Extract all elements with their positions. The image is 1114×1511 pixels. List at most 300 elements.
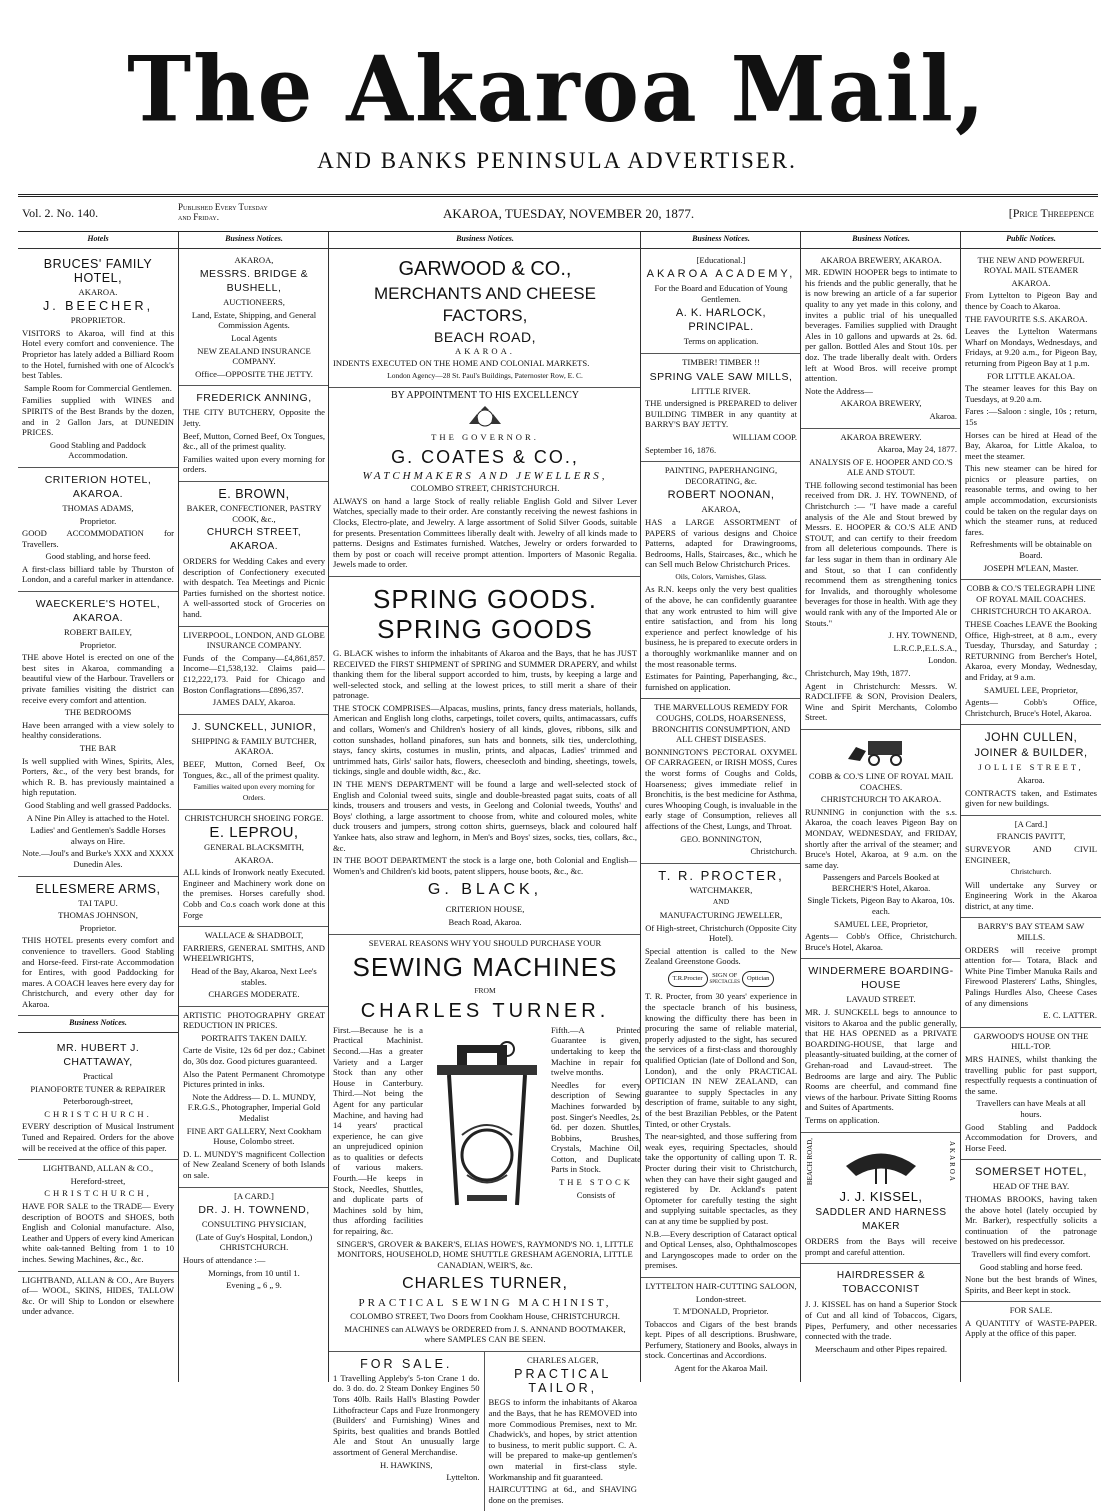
ad-hawkins-for-sale	[329, 1352, 485, 1511]
ad-title: TIMBER! TIMBER !!	[682, 356, 760, 367]
ad-role: Proprietor.	[79, 515, 117, 526]
ad-frederick-anning	[179, 386, 329, 482]
ad-text: Head of the Bay, Akaroa, Next Lee's stables.	[191, 965, 317, 987]
masthead	[0, 36, 1114, 174]
section-header: Business Notices.	[329, 232, 641, 249]
ad-title: G. COATES & CO.,	[391, 446, 579, 467]
ad-text: L.R.C.P.,E.L.S.A.,	[893, 642, 957, 653]
ad-owner: J. HY. TOWNEND,	[888, 630, 957, 641]
ad-lyttelton-saloon	[641, 1278, 801, 1380]
ad-text: THE above Hotel is erected on one of the best sites in Akaroa, commanding a beautiful view of the Harbour. Travellers or private families visiting the district can receive every comfort and attention.	[22, 652, 174, 705]
kissel-header	[805, 1136, 957, 1189]
ad-text: ORDERS from the Bays will receive prompt and careful attention.	[805, 1236, 957, 1257]
ad-title: SOMERSET HOTEL,	[975, 1166, 1087, 1179]
ad-text: The steamer leaves for this Bay on Tuesdays, at 9.20 a.m.	[965, 383, 1097, 404]
ad-owner: SPRING VALE SAW MILLS,	[649, 370, 793, 383]
ad-text: Good Stabling and Paddock Accommodation for Drovers, and Horse Feed.	[965, 1121, 1097, 1153]
ad-text: Good Stabling and well grassed Paddocks.	[24, 799, 172, 810]
ad-title: GARWOOD & CO.,	[398, 257, 572, 280]
ad-title: AKAROA BREWERY, AKAROA.	[820, 254, 942, 265]
ad-text: THE STOCK COMPRISES—Alpacas, muslins, prints, fancy dress materials, hollands, American and English long cloths, carpetings, toilet covers, quilts, antimacassars, cuffs and collars, Women's and Children's hosiery of all kinds, gloves, ribbons, silk and cotton sunshades, holland pinafores, sun hats and bonnets, silk ties, underclothing, stays, fancy skirts, costumes in muslin, prints, and alpacas, Ladies' trimmed and untrimmed hats, Girls' sailor hats, flowers, cheesecloth and binding, sheetings, towels, tickings, single and double width, &c., &c.	[333, 702, 637, 777]
ad-text: Agent in Christchurch: Messrs. W. RADCLIFFE & SON, Provision Dealers, Wine and Spirit Merchants, Colombo Street.	[805, 680, 957, 723]
ad-owner: J. J. KISSEL,	[839, 1189, 923, 1205]
ad-chattaway	[18, 1036, 178, 1160]
ad-text: Meerschaum and other Pipes repaired.	[815, 1343, 947, 1354]
ad-brewery-analysis	[801, 429, 961, 730]
ad-text: Families supplied with WINES and SPIRITS of the Best Brands by the dozen, and in 2 Gallon Jars, at DUNEDIN PRICES.	[22, 395, 174, 438]
ad-waste-paper	[961, 1302, 1101, 1345]
sewing-right-column	[551, 1025, 641, 1239]
ad-text: MR. EDWIN HOOPER begs to intimate to his friends and the public generally, that he is now brewing an article of a far superior quality to any yet made in this colony, and invites a public trial of his unequalled beverages. Families supplied with Draught Ales in 10 gallons and upwards at 2s. 6d. per gallon. Bottled Ales and Stout 10s. per doz. The trade liberally dealt with. Orders left at Wood Bros. will receive prompt attention.	[805, 267, 957, 384]
ad-spring-vale-saw-mills	[641, 354, 801, 462]
ad-text: Note the Address—	[805, 385, 873, 396]
ad-role: Practical	[82, 1071, 114, 1082]
issue-date: AKAROA, TUESDAY, NOVEMBER 20, 1877.	[443, 206, 695, 221]
sign-text: T.R.Procter	[668, 971, 708, 988]
ad-procter-watchmaker	[641, 864, 801, 1278]
ad-waeckerles-hotel	[18, 592, 178, 876]
ad-text: A Nine Pin Alley is attached to the Hotel.	[26, 812, 170, 823]
ad-title: AKAROA ACADEMY,	[646, 268, 796, 281]
columns	[18, 232, 1100, 1505]
ad-text: Travellers can have Meals at all hours.	[976, 1098, 1086, 1119]
ad-text: THOMAS BROOKS, having taken the above hotel (lately occupied by Mr. Barker), respectfully solicits a continuation of the patronage bestowed on his predecessor.	[965, 1193, 1097, 1247]
sign-text: SIGN OF	[712, 972, 738, 980]
ad-text: LIGHTBAND, ALLAN & CO., Are Buyers of— WOOL, SKINS, HIDES, TALLOW &c. Or will Ship to London or elsewhere under advance.	[22, 1274, 174, 1317]
ad-role: BAKER, CONFECTIONER, PASTRY COOK, &c.,	[186, 502, 322, 524]
ad-address: Of High-street, Christchurch (Opposite City Hotel).	[645, 922, 797, 944]
ad-text: Will undertake any Survey or Engineering Work in the Akaroa district, at any time.	[965, 879, 1097, 911]
ad-owner: H. HAWKINS,	[379, 1459, 433, 1470]
ad-role: JOINER & BUILDER,	[974, 747, 1088, 760]
ad-text: Carte de Visite, 12s 6d per doz.; Cabinet do, 30s doz. Good pictures guaranteed.	[183, 1045, 325, 1067]
ad-text: HAS a LARGE ASSORTMENT of PAPERS of various designs and Choice Patterns, adapted for Drawingrooms, Bedrooms, Halls, Staircases, &c., which he can Sell much Below Christchurch Prices.	[645, 516, 797, 570]
ad-text: SINGER'S, GROVER & BAKER'S, ELIAS HOWE'S, RAYMOND'S NO. 1, LITTLE MONITORS, HOUSEHOLD, HOME SHUTTLE GRESHAM AGENORIA, LITTLE CANADIAN, WEIR'S, &c.	[336, 1238, 634, 1270]
ad-text: HAIRCUTTING at 6d., and SHAVING done on the premises.	[488, 1484, 637, 1505]
ad-text: PORTRAITS TAKEN DAILY.	[201, 1032, 307, 1043]
ad-title: JOHN CULLEN,	[984, 730, 1078, 745]
ad-text: For the Board and Education of Young Gentlemen.	[654, 283, 788, 304]
ad-role: WATCHMAKERS AND JEWELLERS,	[362, 469, 608, 482]
ad-date: September 16, 1876.	[645, 444, 717, 455]
ad-text: Needles for every description of Sewing Machines forwarded by post. Singer's Needles, 2s. 6d. per dozen. Shuttles, Bobbins, Brushes, Crystals, Machine Oil, Cotton, and Duplicate Parts in Stock.	[551, 1079, 641, 1175]
ad-barrys-bay-mills	[961, 918, 1101, 1027]
ad-text: GOOD ACCOMMODATION for Travellers.	[22, 528, 174, 549]
ad-text: MRS HAINES, whilst thanking the travelling public for past support, respectfully requests a continuation of the same.	[965, 1054, 1097, 1096]
ad-owner: T. M'DONALD, Proprietor.	[673, 1306, 769, 1317]
ad-owner: JOSEPH M'LEAN, Master.	[983, 562, 1079, 573]
ad-title: THE NEW AND POWERFUL ROYAL MAIL STEAMER	[977, 254, 1085, 276]
ad-title: LIVERPOOL, LONDON, AND GLOBE INSURANCE COMPANY.	[183, 629, 325, 651]
ad-title: CRITERION HOTEL, AKAROA.	[44, 473, 152, 500]
ad-address: Christchurch.	[1010, 867, 1052, 877]
ad-owner: THOMAS ADAMS,	[62, 502, 134, 513]
ad-dr-townend	[179, 1188, 329, 1297]
ad-robert-noonan	[641, 462, 801, 699]
section-header: Public Notices.	[961, 232, 1101, 249]
section-header: Business Notices.	[641, 232, 801, 249]
ad-place: Akaroa.	[1017, 774, 1045, 785]
ad-role: PRACTICAL SEWING MACHINIST,	[358, 1297, 612, 1310]
ad-title: T. R. PROCTER,	[658, 867, 784, 883]
ad-text: CONTRACTS taken, and Estimates given for new buildings.	[965, 787, 1097, 809]
ad-text: THE BAR	[79, 743, 117, 753]
ad-title: MR. HUBERT J. CHATTAWAY,	[56, 1042, 140, 1069]
ad-text: BEGS to inform the inhabitants of Akaroa and the Bays, that he has REMOVED into more Commodious Premises, next to Mr. Chadwick's, and hopes, by strict attention to business, to merit public support. C. A. will be prepared to make-up gentlemen's own material in first-class style. Workmanship and fit guaranteed.	[488, 1397, 637, 1482]
section-header: Hotels	[18, 232, 178, 249]
ad-address: CHURCH STREET, AKAROA.	[206, 527, 302, 553]
ad-text: Note.—Joul's and Burke's XXX and XXXX Dunedin Ales.	[22, 848, 174, 869]
ad-text: CHRISTCHURCH TO AKAROA.	[970, 606, 1092, 617]
ad-francis-pavitt	[961, 816, 1101, 919]
ad-role: WATCHMAKER,	[689, 884, 753, 895]
ad-title: FREDERICK ANNING,	[196, 392, 312, 405]
column-6	[960, 232, 1101, 1382]
ad-text: Ladies' and Gentlemen's Saddle Horses always on Hire.	[30, 825, 166, 846]
volume-number: Vol. 2. No. 140.	[22, 206, 99, 220]
ad-lightband-wool	[18, 1272, 178, 1323]
ad-text: AKAROA BREWERY,	[840, 398, 922, 409]
ad-text: THE CITY BUTCHERY, Opposite the Jetty.	[183, 407, 325, 428]
ad-coates-jewellers	[329, 388, 641, 577]
ad-text: THE undersigned is PREPARED to deliver BUILDING TIMBER in any quantity at BARRY'S BAY JETTY.	[645, 398, 797, 430]
ad-text: As R.N. keeps only the very best qualities of the above, he can confidently guarantee that any work entrusted to him will give entire satisfaction, and from his long experience and perfect knowledge of his business, he is prepared to execute orders in a thoroughly workmanlike manner and on the most reasonable terms.	[645, 584, 797, 669]
ad-title: E. BROWN,	[218, 486, 290, 501]
ad-owner: E. LEPROU,	[209, 823, 299, 841]
ad-place: TAI TAPU.	[78, 897, 118, 908]
ad-bonnington-remedy	[641, 699, 801, 863]
sign-text: Optician	[742, 971, 774, 988]
ad-place: CHRISTCHURCH.	[44, 1108, 152, 1119]
ad-text: Horses can be hired at Head of the Bay, Akaroa, for Little Akaloa, to meet the steamer.	[965, 429, 1097, 461]
ad-owner: SAMUEL LEE, Proprietor,	[834, 918, 928, 929]
ad-text: Agents— Cobb's Office, Christchurch. Bruce's Hotel, Akaroa.	[805, 931, 957, 952]
ad-address: London-street.	[695, 1293, 747, 1304]
ad-owner: CHARLES TURNER,	[402, 1275, 568, 1293]
ad-text: THIS HOTEL presents every comfort and convenience to travellers. Good Stabling and Horse-feed. First-rate Accommodation for Entires, with good Paddocking for mares. A COACH leaves here every day for Christchurch, and every other day for Akaroa.	[22, 935, 174, 1009]
ad-label: [Educational.]	[696, 254, 746, 265]
ad-text: BEACH ROAD,	[806, 1138, 814, 1186]
appointment-line	[333, 391, 637, 402]
ad-owner: GEO. BONNINGTON,	[680, 833, 762, 844]
ad-text: CHARGES MODERATE.	[208, 989, 300, 1000]
ad-text: THE following second testimonial has been received from DR. J. HY. TOWNEND, of Christchurch :— "I have made a careful analysis of the Ale and Stout brewed by Messrs. E. HOOPER & CO.'S ALE AND STOUT, and can certify to their freedom from all deleterious compounds. There is far less sugar in them than in ordinary Ale and Stout, so that I can confidently recommend them as strengthening tonics for Invalids, and thoroughly wholesome beverages for those in health. With age they would rank with any of the Imported Ale or Stouts."	[805, 479, 957, 628]
ad-title: DR. J. H. TOWNEND,	[198, 1204, 310, 1217]
ad-text: THESE Coaches LEAVE the Booking Office, High-street, at 8 a.m., every Tuesday, Thursday, and Saturday ; RETURNING from Bercher's Hotel, Akaroa, every Monday, Wednesday, and Friday, at 9 a.m.	[965, 619, 1097, 682]
ad-text: Families waited upon every morning for orders.	[183, 453, 325, 475]
ad-role: Proprietor.	[79, 639, 117, 650]
ad-telegraph-line	[961, 580, 1101, 725]
ad-title: SADDLER AND HARNESS MAKER	[815, 1207, 947, 1233]
ad-role: Proprietor.	[79, 922, 117, 933]
ad-sewing-machines	[329, 935, 641, 1352]
ad-text: This new steamer can be hired for picnics or pleasure parties, on reasonable terms, and owing to her ample accommodation, excursionists could be taken on the regular days on which the steamer runs, at reduced fares.	[965, 463, 1097, 537]
ad-garwoods-house	[961, 1028, 1101, 1161]
ad-owner: SAMUEL LEE, Proprietor,	[984, 684, 1078, 695]
ad-text: A QUANTITY of WASTE-PAPER. Apply at the office of this paper.	[965, 1317, 1097, 1339]
ad-garwood	[329, 252, 641, 389]
ad-text: None but the best brands of Wines, Spirits, and Beer kept in stock.	[965, 1274, 1097, 1295]
ad-place: London.	[928, 655, 957, 666]
ad-owner: FRANCIS PAVITT,	[996, 831, 1066, 842]
ad-text: Estimates for Painting, Paperhanging, &c., furnished on application.	[645, 671, 797, 692]
ad-text: CRITERION HOUSE,	[445, 904, 525, 915]
ad-title: THE MARVELLOUS REMEDY FOR COUGHS, COLDS, HOARSENESS, BRONCHITIS CONSUMPTION, AND ALL CHEST DISEASES.	[651, 702, 791, 745]
ad-title: COBB & CO.'S LINE OF ROYAL MAIL COACHES.	[808, 770, 954, 792]
ad-place: CHRISTCHURCH,	[44, 1188, 152, 1199]
ad-charles-alger	[485, 1352, 641, 1511]
ad-address: Hereford-street,	[70, 1175, 126, 1186]
ad-text: HAVE FOR SALE to the TRADE— Every description of BOOTS and SHOES, both English and Colonial manufacture. Also, Leather and Uppers of every kind American white oak-tanned Belting from 1 to 10 inches. Sewing Machines, &c., &c.	[22, 1201, 174, 1264]
ad-title: ARTISTIC PHOTOGRAPHY GREAT REDUCTION IN PRICES.	[183, 1009, 325, 1031]
ad-role: MANUFACTURING JEWELLER,	[659, 909, 783, 920]
ad-text: Have been arranged with a view solely to healthy considerations.	[22, 719, 174, 741]
ad-text: FINE ART GALLERY, Next Cookham House, Colombo street.	[186, 1125, 322, 1147]
ad-text: Note the Address— D. L. MUNDY, F.R.G.S., Photographer, Imperial Gold Medalist	[187, 1091, 321, 1124]
ad-address: LAVAUD STREET.	[846, 994, 916, 1005]
ad-owner: CHARLES ALGER,	[526, 1354, 599, 1365]
ad-sunckell-butcher	[179, 715, 329, 811]
coach-icon	[805, 737, 957, 767]
ad-owner: A. K. HARLOCK, PRINCIPAL.	[675, 307, 767, 334]
ad-text: Consists of	[576, 1189, 616, 1200]
ad-owner: THOMAS JOHNSON,	[58, 910, 138, 921]
ad-lightband-boots	[18, 1160, 178, 1271]
ad-text: Mornings, from 10 until 1.	[208, 1267, 300, 1278]
ad-text: VISITORS to Akaroa, will find at this Hotel every comfort and convenience. The Proprietor has lately added a Billiard Room to the Hotel, furnished with one of Alcock's best Tables.	[22, 327, 174, 381]
ad-text: The near-sighted, and those suffering from weak eyes, requiring Spectacles, should take the opportunity of calling upon T. R. Procter during their visit to Christchurch, when they can have their sight gauged and registered by Dr. Ackland's patent Optometer for carefully testing the sight and supplying suitable spectacles, as they can at any time be supplied by post.	[645, 1131, 797, 1226]
ad-e-brown	[179, 482, 329, 627]
ad-owner: G. BLACK,	[427, 881, 543, 899]
ad-spring-goods	[329, 577, 641, 935]
ad-text: Good Stabling and Paddock Accommodation.	[49, 439, 147, 461]
ad-somerset-hotel	[961, 1160, 1101, 1302]
ad-title: GARWOOD'S HOUSE ON THE HILL-TOP.	[973, 1030, 1089, 1052]
ad-text: AKAROA.	[1011, 277, 1051, 288]
ad-text: Passengers and Parcels Booked at BERCHER'S Hotel, Akaroa.	[822, 872, 940, 893]
ad-title: FOR SALE.	[1009, 1305, 1053, 1316]
ad-text: Agent for the Akaroa Mail.	[674, 1363, 768, 1374]
ad-role: CONSULTING PHYSICIAN,	[201, 1219, 307, 1230]
ad-john-cullen	[961, 725, 1101, 815]
ad-mundy-photography	[179, 1007, 329, 1188]
ad-place: AKAROA.	[234, 854, 274, 865]
ad-akaroa-academy	[641, 252, 801, 354]
ad-place: Lyttelton.	[446, 1472, 480, 1483]
ad-text: THE STOCK	[559, 1177, 633, 1188]
ad-text: 1 Travelling Appleby's 5-ton Crane 1 do. do. 3 do. do. 2 Steam Donkey Engines 50 Tons 40lb. Rails Hall's Blasting Powder Lithofracteur Caps and Fuze Ironmongery (Builders' and Furnishing) Wines and Spirits, best qualities and brands Bottled Ale and Stout An unusually large assortment of General Merchandise.	[333, 1372, 480, 1457]
ad-text: MR. J. SUNCKELL begs to announce to visitors to Akaroa and the public generally, that HE HAS OPENED as a PRIVATE BOARDING-HOUSE, that large and pleasantly-situated building, at the corner of Grehan-road and Lavaud-street. The Bedrooms are large and airy. The Public Rooms are cheerful, and command fine views of the harbour. Private Sitting Rooms and Suites of Apartments.	[805, 1007, 957, 1113]
ad-text: Leaves the Lyttelton Watermans Wharf on Mondays, Wednesdays, and Fridays, at 9.20 a.m., for Pigeon Bay, returning from Pigeon Bay at 1 p.m.	[965, 326, 1097, 368]
ad-date: Akaroa, May 24, 1877.	[877, 444, 957, 455]
ad-text: INDENTS EXECUTED ON THE HOME AND COLONIAL MARKETS.	[333, 358, 590, 369]
ad-text: MACHINES can ALWAYS be ORDERED from J. S. ANNAND BOOTMAKER, where SAMPLES CAN BE SEEN.	[344, 1323, 626, 1345]
price: [Price Threepence	[1008, 206, 1094, 220]
ad-text: Sample Room for Commercial Gentlemen.	[24, 382, 172, 393]
ad-text: RUNNING in conjunction with the s.s. Akaroa, the coach leaves Pigeon Bay on MONDAY, WEDNESDAY, and FRIDAY, shortly after the arrival of the steamer; and Bruce's Hotel, Akaroa, at 9 a.m. on the same day.	[805, 806, 957, 870]
ad-title: AKAROA BREWERY.	[840, 431, 922, 442]
bottom-row	[329, 1352, 641, 1511]
ad-address: COLOMBO STREET, Two Doors from Cookham House, CHRISTCHURCH.	[350, 1311, 620, 1321]
ad-title: SPRING GOODS. SPRING GOODS	[373, 583, 597, 644]
ad-text: Oils, Colors, Varnishes, Glass.	[675, 571, 767, 581]
ad-bridge-bushell	[179, 252, 329, 387]
ad-title: FOR SALE.	[360, 1356, 453, 1371]
ad-bruces-hotel	[18, 252, 178, 468]
column-3	[328, 232, 641, 1505]
ad-text: Good stabling, and horse feed.	[45, 551, 151, 562]
ad-text: First.—Because he is a Practical Machinist. Second.—Has a greater Variety and a Larger Stock than any other House in Canterbury. Third.—Not being the Agent for any particular Machine, and having had 14 years' practical experience, he can give an unprejudiced opinion as to qualities or defects of various makers. Fourth.—He keeps in Stock, Needles, Shuttles, and duplicate parts of Machines sold by him, thus affording facilities for repairing, &c.	[333, 1024, 423, 1237]
ad-text: IN THE MEN'S DEPARTMENT will be found a large and well-selected stock of English and Colonial tweed suits, single and double-breasted pagat suits, coats of all kinds, trousers and trousers and vests, in Geelong and Colonial tweeds, Youths' and Boys' clothing, a large assortment to choose from, white and coloured moles, white duck trousers and jumpers, strong cotton shirts, guernseys, black and coloured half Yankee hats, also straw and leghorn, in Men's and Boys' sizes, socks, ties, collars, &c., &c.	[333, 779, 637, 853]
ad-text: Hours of attendance :—	[183, 1254, 266, 1265]
ad-royal-mail-steamer	[961, 252, 1101, 581]
ad-text: Land, Estate, Shipping, and General Commission Agents.	[191, 309, 317, 331]
dateline	[18, 194, 1098, 232]
ad-text: (Late of Guy's Hospital, London,) CHRISTCHURCH.	[195, 1231, 313, 1253]
sewing-columns	[333, 1024, 641, 1239]
ad-role: SHIPPING & FAMILY BUTCHER, AKAROA.	[191, 735, 317, 757]
ad-text: T. R. Procter, from 30 years' experience in the spectacle branch of his business, knowing the difficulty there has been in procuring the same of reliable material, properly adjusted to the sight, has secured the services of a first-class and thoroughly qualified Optician (late of Dollond and Son, London), and the only PRACTICAL OPTICIAN IN NEW ZEALAND, can guarantee to supply Spectacles in any description of frame, suitable to any sight, of the best Brazilian Pebbles, or the Patent Tinted, or other Crystals.	[645, 991, 797, 1129]
ad-criterion-hotel	[18, 468, 178, 592]
ad-address: COLOMBO STREET, CHRISTCHURCH.	[410, 483, 560, 494]
ad-text: ALL kinds of Ironwork neatly Executed. Engineer and Machinery work done on the premises. Horses carefully shod. Cobb and Co.s coach work done at this Forge	[183, 867, 325, 920]
ad-title: LIGHTBAND, ALLAN & CO.,	[42, 1163, 154, 1174]
ad-title: HAIRDRESSER & TOBACCONIST	[836, 1270, 926, 1296]
ad-text: From Lyttelton to Pigeon Bay and thence by Coach to Akaroa.	[965, 290, 1097, 311]
ad-address: JOLLIE STREET,	[978, 762, 1084, 773]
ad-place: AKAROA.	[78, 286, 118, 297]
ad-text: FROM	[474, 986, 496, 996]
ad-role: MERCHANTS AND CHEESE FACTORS,	[374, 283, 596, 325]
ad-text: Funds of the Company—£4,861,857. Income—£1,538,132. Claims paid—£12,222,173. Paid for Chicago and Boston Conflagrations—£896,357.	[183, 652, 325, 695]
ad-role: AUCTIONEERS,	[223, 297, 285, 308]
ad-text: Is well supplied with Wines, Spirits, Ales, Porters, &c., of the very best brands, for which R. B. has previously maintained a high reputation.	[22, 755, 174, 798]
ad-text: ORDERS will receive prompt attention for— Totara, Black and White Pine Timber Manuka Rails and Firewood Plasterers' Laths, Shingles, Palings Hurdles Also, Cheese Cases of any dimensions	[965, 944, 1097, 1008]
ad-address: Peterborough-street,	[63, 1096, 133, 1107]
sign-text: SPECTACLES	[709, 980, 740, 986]
ad-text: AKAROA	[948, 1140, 956, 1183]
ad-text: SEVERAL REASONS WHY YOU SHOULD PURCHASE YOUR	[368, 937, 602, 948]
ad-text: BONNINGTON'S PECTORAL OXYMEL OF CARRAGEEN, or IRISH MOSS, Cures the worst forms of Coughs and Colds, Hoarseness; gives immediate relief in Bronchitis, is the best medicine for Asthma, cures Whooping Cough, is invaluable in the early stage of Consumption, relieves all affections of the Chest, Lungs, and Throat.	[645, 746, 797, 831]
section-header: Business Notices.	[179, 232, 329, 249]
ad-title: COBB & CO.'S TELEGRAPH LINE OF ROYAL MAIL COACHES.	[966, 583, 1096, 604]
ad-text: Fares :—Saloon : single, 10s ; return, 15s	[965, 406, 1097, 427]
column-2	[178, 232, 329, 1382]
ad-owner: CHARLES TURNER.	[360, 999, 610, 1022]
ad-windermere	[801, 959, 961, 1132]
ad-text: PIANOFORTE TUNER & REPAIRER	[30, 1083, 166, 1094]
column-4	[640, 232, 801, 1382]
ad-text: Terms on application.	[805, 1114, 880, 1125]
saddle-icon	[836, 1136, 926, 1189]
ad-text: Special attention is called to the New Zealand Greenstone Goods.	[645, 945, 797, 967]
ad-address: Beach Road, Akaroa.	[448, 916, 522, 927]
ad-text: J. J. KISSEL has on hand a Superior Stock of Cut and all kind of Tobaccos, Cigars, Pipes, Perfumery, and other necessaries connected with the trade.	[805, 1299, 957, 1342]
ad-text: Good stabling and horse feed.	[979, 1261, 1083, 1272]
ad-text: Agents— Cobb's Office, Christchurch, Bruce's Hotel, Akaroa.	[965, 697, 1097, 718]
ad-title: J. SUNCKELL, JUNIOR,	[191, 720, 317, 733]
ad-text: D. L. MUNDY'S magnificent Collection of New Zealand Scenery of both Islands on sale.	[183, 1148, 325, 1180]
ad-text: Evening „ 6 „ 9.	[226, 1280, 282, 1291]
ad-text: BEEF, Mutton, Corned Beef, Ox Tongues, &c., all of the primest quality.	[183, 759, 325, 780]
ad-title: BARRY'S BAY STEAM SAW MILLS.	[977, 921, 1085, 943]
ad-text: NEW ZEALAND INSURANCE COMPANY.	[197, 345, 311, 367]
ad-place: HEAD OF THE BAY.	[992, 1181, 1070, 1192]
ad-title: WALLACE & SHADBOLT,	[204, 930, 304, 941]
ad-text: THE GOVERNOR.	[431, 431, 539, 442]
ad-akaroa-brewery	[801, 252, 961, 429]
ad-text: Fifth.—A Printed Guarantee is given, undertaking to keep the Machine in repair for twelve months.	[551, 1024, 641, 1078]
ad-place: AKAROA,	[701, 504, 741, 515]
ad-text: Travellers will find every comfort.	[971, 1248, 1091, 1259]
ad-place: Christchurch.	[750, 846, 797, 857]
ad-text: FARRIERS, GENERAL SMITHS, AND WHEELWRIGHTS,	[183, 942, 325, 964]
ad-title: SURVEYOR AND CIVIL ENGINEER,	[965, 843, 1097, 865]
newspaper-subtitle: AND BANKS PENINSULA ADVERTISER.	[317, 148, 797, 173]
ad-role: PROPRIETOR.	[70, 315, 126, 326]
ad-title: BRUCES' FAMILY HOTEL,	[43, 256, 153, 285]
ad-text: IN THE BOOT DEPARTMENT the stock is a large one, both Colonial and English—Women's and Children's kid boots, patent slippers, house boots, &c., &c.	[333, 855, 637, 876]
ad-owner: J. BEECHER,	[42, 299, 154, 314]
ad-text: FOR LITTLE AKALOA.	[986, 370, 1076, 381]
ad-title: SEWING MACHINES	[352, 952, 618, 983]
section-header: Business Notices.	[18, 1016, 178, 1033]
ad-text: Office—OPPOSITE THE JETTY.	[195, 368, 313, 379]
ad-title: ELLESMERE ARMS,	[35, 881, 161, 896]
ad-address: BEACH ROAD,	[434, 328, 536, 345]
ad-text: London Agency—28 St. Paul's Buildings, Paternoster Row, E. C.	[387, 370, 583, 380]
ad-place: AKAROA,	[234, 254, 274, 265]
ad-text: Terms on application.	[683, 336, 759, 347]
ad-label: [A CARD.]	[234, 1190, 274, 1201]
royal-crest-icon	[333, 406, 637, 428]
ad-owner: ROBERT BAILEY,	[64, 627, 132, 638]
ad-cobb-coaches	[801, 730, 961, 960]
ad-text: THE BEDROOMS	[64, 707, 132, 718]
ad-title: WINDERMERE BOARDING-HOUSE	[808, 965, 954, 992]
ad-place: LITTLE RIVER.	[691, 385, 751, 396]
ad-title: WAECKERLE'S HOTEL, AKAROA.	[35, 598, 161, 625]
ad-text: ALWAYS on hand a large Stock of really reliable English Gold and Silver Lever Watches, specially made to their order. Are constantly receiving the newest fashions in Clocks, Electro-plate, and Jewelry. A large assortment of Solid Silver Goods, suitable for presents. Presentation Committees liberally dealt with. Jewelry of all kinds made to patterns. Designs and Estimates furnished. Watches, Jewelry or orders forwarded to them by post or coach will receive prompt attention. Importers of Masonic Regalia. Jewels made to order.	[333, 495, 637, 570]
ad-wallace-shadbolt	[179, 927, 329, 1007]
ad-shoeing-forge	[179, 810, 329, 927]
ad-text: Beef, Mutton, Corned Beef, Ox Tongues, &c., all of the primest quality.	[183, 430, 325, 452]
ad-text: G. BLACK wishes to inform the inhabitants of Akaroa and the Bays, that he has JUST RECEIVED the FIRST SHIPMENT of SPRING and SUMMER DRAPERY, and whilst thanking them for the liberal support accorded to him, trusts, by keeping a large and well-selected stock, and selling at the lowest prices, to still merit a share of their patronage.	[333, 647, 637, 701]
ad-text: Families waited upon every morning for Orders.	[193, 782, 315, 802]
ad-text: AND	[712, 897, 730, 907]
ad-title: PRACTICAL TAILOR,	[514, 1367, 612, 1396]
section-header: Business Notices.	[801, 232, 961, 249]
ad-title: PAINTING, PAPERHANGING, DECORATING, &c.	[664, 465, 778, 486]
ad-text: Single Tickets, Pigeon Bay to Akaroa, 10s. each.	[807, 895, 955, 917]
spectacles-sign-icon	[645, 971, 797, 988]
ad-title: ANALYSIS OF E. HOOPER AND CO.'S ALE AND STOUT.	[809, 456, 953, 478]
ad-text: CHRISTCHURCH TO AKAROA.	[820, 794, 942, 805]
ad-text: Refreshments will be obtainable on Board.	[970, 539, 1092, 561]
ad-kissel-tobacconist	[801, 1264, 961, 1360]
ad-label: [A Card.]	[1014, 818, 1048, 829]
ad-text: A first-class billiard table by Thurston of London, and a careful marker in attendance.	[22, 563, 174, 585]
ad-text: BY APPOINTMENT TO HIS EXCELLENCY	[391, 390, 579, 402]
ad-kissel-saddler	[801, 1133, 961, 1265]
ad-text: Local Agents	[231, 332, 277, 343]
ad-text: ORDERS for Wedding Cakes and every description of Confectionery executed with despatch. Tea Meetings and Picnic Parties furnished on the shortest notice. A well-assorted stock of Groceries on hand.	[183, 556, 325, 620]
ad-owner: JAMES DALY, Akaroa.	[212, 697, 296, 708]
ad-place: Akaroa.	[929, 410, 957, 421]
ad-text: Also the Patent Permanent Chromotype Pictures printed in inks.	[183, 1068, 325, 1090]
ad-text: N.B.—Every description of Cataract optical and Optical Lenses, also, Ophthalmoscopes and Laryngoscopes made to order on the premises.	[645, 1228, 797, 1271]
ad-owner: E. C. LATTER.	[1043, 1010, 1097, 1021]
